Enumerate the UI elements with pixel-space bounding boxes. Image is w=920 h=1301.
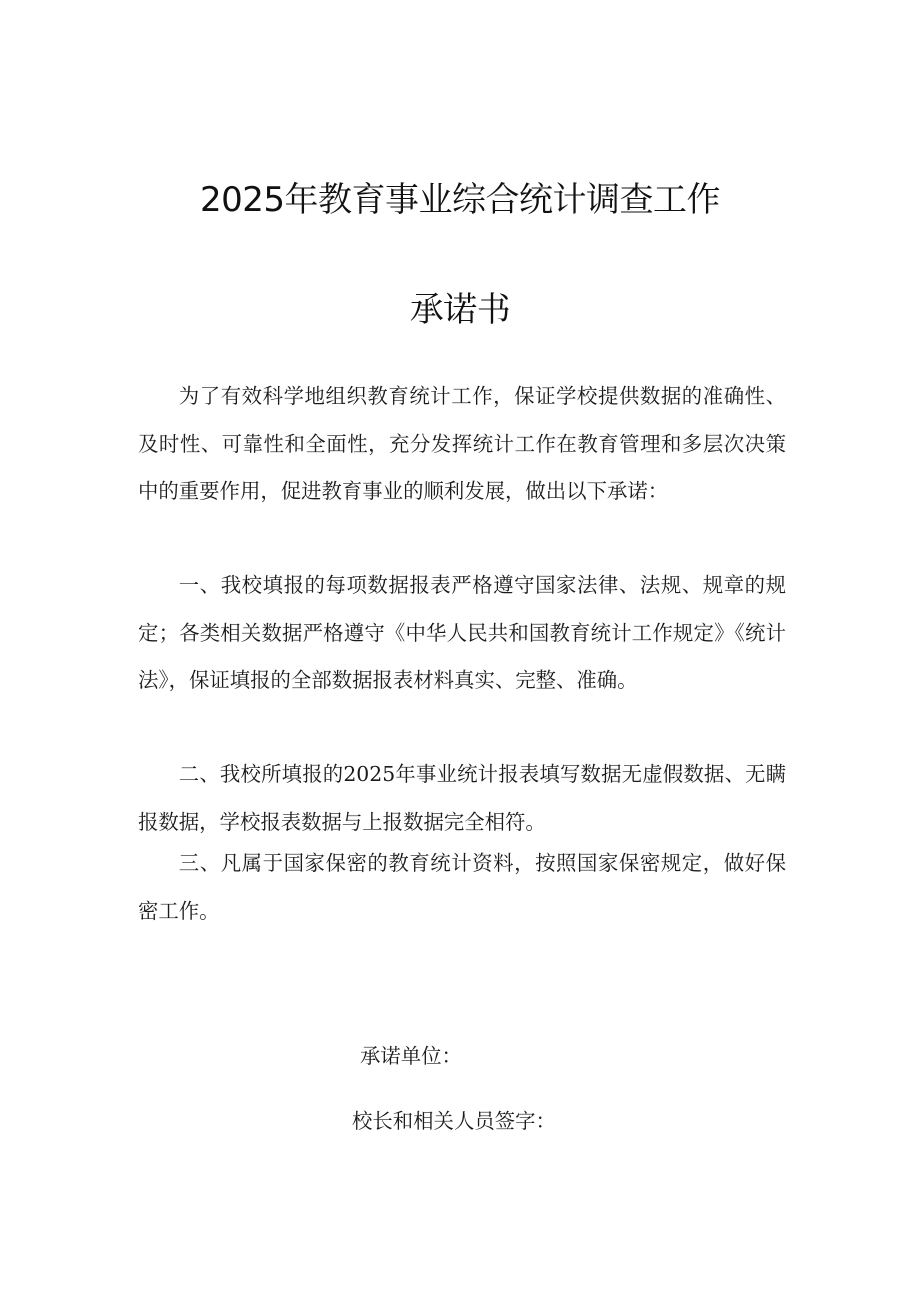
paragraph-commitment-3: 三、凡属于国家保密的教育统计资料，按照国家保密规定，做好保密工作。	[138, 851, 786, 923]
paragraph-commitment-1: 一、我校填报的每项数据报表严格遵守国家法律、法规、规章的规定；各类相关数据严格遵守《中华人民共和国教育统计工作规定》《统计法》，保证填报的全部数据报表材料真实、完整、准确。	[138, 573, 786, 692]
paragraph-intro: 为了有效科学地组织教育统计工作，保证学校提供数据的准确性、及时性、可靠性和全面性，充分发挥统计工作在教育管理和多层次决策中的重要作用，促进教育事业的顺利发展，做出以下承诺：	[138, 384, 786, 503]
paragraph-commitment-2: 二、我校所填报的2025年事业统计报表填写数据无虚假数据、无瞒报数据，学校报表数据与上报数据完全相符。	[138, 762, 786, 834]
document-title-line1: 2025年教育事业综合统计调查工作	[199, 180, 721, 220]
signature-person-label: 校长和相关人员签字：	[352, 1109, 556, 1133]
signature-unit-label: 承诺单位：	[360, 1044, 462, 1068]
document-title-line2: 承诺书	[409, 290, 511, 330]
